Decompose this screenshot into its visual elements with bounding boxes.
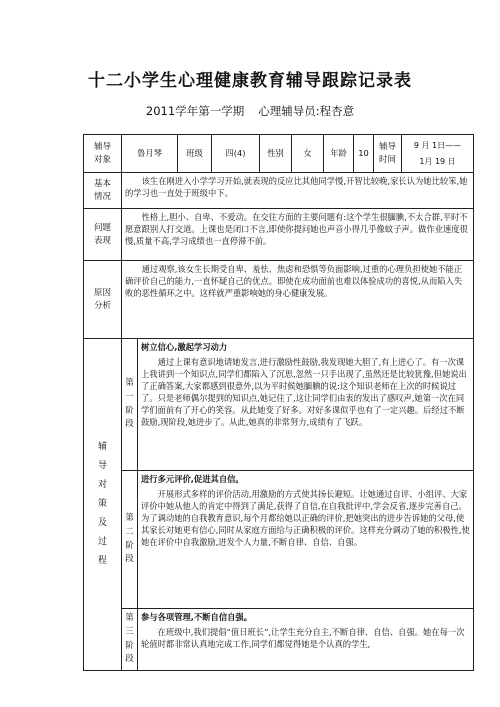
stage-3-row	[84, 609, 474, 671]
stage-label-char: 阶	[125, 640, 134, 651]
problem-label	[84, 209, 122, 261]
stage-2-label	[122, 471, 138, 609]
stage-label-char: 阶	[125, 540, 134, 551]
counselor-text: 心理辅导员:程杏意	[258, 104, 355, 118]
time-label-line1: 辅导	[378, 142, 396, 153]
problem-content	[122, 209, 474, 261]
time-value-line2: 1月 19 日	[419, 156, 456, 166]
stage-label-char: 段	[125, 654, 134, 665]
gender-label: 性别	[260, 135, 292, 173]
student-label-line1: 辅导	[93, 142, 111, 153]
stage-label-char: 阶	[125, 405, 134, 416]
stage-label-char: 段	[125, 419, 134, 430]
stage-1-content	[138, 339, 474, 471]
stage-label-char: 一	[125, 391, 134, 402]
stage-label-char: 第	[125, 513, 134, 524]
time-label-cell	[374, 135, 402, 173]
class-label: 班级	[178, 135, 212, 173]
problem-text: 性格上,胆小、自卑、不爱动。在交往方面的主要问题有:这个学生很腼腆,不太合群,平时不愿意跟别人打交道。上课也是闭口不言,即使你提问她也声音小得几乎像蚊子声。做作业速度很慢,质量不高,学习成绩也一直停滞不前。	[125, 212, 468, 247]
category-char: 程	[97, 555, 107, 566]
stage-1-title: 树立信心,激起学习动力	[141, 342, 228, 352]
problem-row	[84, 209, 474, 261]
cause-text: 通过观察,该女生长期受自卑、羞怯、焦虑和恐惧等负面影响,过重的心理负担使她不能正确评价自己的能力,一直怀疑自己的优点。即使在成功面前也难以体验成功的喜悦,从而陷入失败的恶性循环之中。这样就严重影响她的身心健康发展。	[125, 264, 463, 299]
stage-1-text: 通过上课有意识地请她发言,进行激励性鼓励,我发现她大胆了,有上进心了。有一次课上我讲到一个知识点,同学们都陷入了沉思,忽然一只手出现了,虽然还是比较犹豫,但她说出了正确答案,大家都感到很意外,以为平时候她腼腆的说:这个知识老师在上次的时候说过了。只是老师偶尔提到的知识点,她记住了,这让同学们由衷的发出了感叹声,她第一次在同学们面前有了开心的笑容。从此她变了好多。对好多课似乎也有了一定兴趣。后经过不断鼓励,现阶段,她进步了。从此,她真的非常努力,成绩有了飞跃。	[141, 357, 467, 428]
stage-1-row	[84, 339, 474, 471]
basic-content	[122, 173, 474, 209]
cause-content	[122, 261, 474, 339]
category-char: 策	[97, 499, 107, 510]
cause-label-line1: 原因	[93, 288, 111, 299]
stage-3-title: 参与各项管理,不断自信自强。	[141, 612, 253, 622]
basic-label-line2: 情况	[93, 191, 111, 202]
stage-3-label	[122, 609, 138, 671]
basic-label-line1: 基本	[93, 179, 111, 190]
stage-label-char: 第	[125, 613, 134, 624]
gender-value: 女	[292, 135, 324, 173]
student-label-cell	[84, 135, 122, 173]
stage-label-char: 二	[125, 526, 134, 537]
cause-label-line2: 分析	[93, 300, 111, 311]
category-char: 辅	[97, 442, 107, 453]
category-char: 对	[97, 480, 107, 491]
age-value: 10	[354, 135, 374, 173]
stage-label-char: 第	[125, 378, 134, 389]
stage-3-content	[138, 609, 474, 671]
stage-3-text: 在班级中,我们提倡“值日班长”,让学生充分自主,不断自律、自信、自强。她在每一次轮值时都非常认真地完成工作,同学们都觉得她是个认真的学生,	[141, 627, 465, 650]
stage-2-text: 开展形式多样的评价活动,用激励的方式使其扬长避短。让她通过自评、小组评、大家评价中她从他人的肯定中得到了满足,获得了自信,在自我批评中,学会反省,逐步完善自己。为了调动她的自我教育意识,每个月都给她以正确的评价,把她突出的进步告诉她的父母,使其家长对她更有信心,同时从家庭方面给与正确积极的评价。这样充分调动了她的积极性,使她在评价中自我激励,进发个人力量,不断自律、自信、自强。	[141, 489, 470, 548]
record-table	[83, 134, 474, 671]
student-label-line2: 对象	[93, 154, 111, 165]
cause-label	[84, 261, 122, 339]
stage-label-char: 三	[125, 626, 134, 637]
basic-row	[84, 173, 474, 209]
term-text: 2011学年第一学期	[145, 104, 245, 118]
stage-1-label	[122, 339, 138, 471]
problem-label-line1: 问题	[93, 223, 111, 234]
stage-label-char: 段	[125, 554, 134, 565]
cause-row	[84, 261, 474, 339]
header-row	[84, 135, 474, 173]
time-value-line1: 9 月 1日——	[413, 141, 462, 151]
stage-2-title: 进行多元评价,促进其自信。	[141, 474, 244, 484]
stage-2-row	[84, 471, 474, 609]
page-title: 十二小学生心理健康教育辅导跟踪记录表	[88, 71, 412, 91]
category-char: 导	[97, 461, 107, 472]
basic-label	[84, 173, 122, 209]
category-char: 及	[97, 517, 107, 528]
basic-text: 该生在刚进入小学学习开始,就表现的反应比其他同学慢,开智比较晚,家长认为她比较笨,她的学习也一直处于班级中下。	[125, 176, 468, 199]
stage-2-content	[138, 471, 474, 609]
age-label: 年龄	[324, 135, 354, 173]
process-category-label	[84, 339, 122, 671]
time-label-line2: 时间	[378, 154, 396, 165]
page-subtitle	[0, 103, 500, 119]
student-name: 鲁月琴	[122, 135, 178, 173]
class-value: 四(4)	[212, 135, 260, 173]
time-value-cell	[402, 135, 474, 173]
category-char: 过	[97, 536, 107, 547]
problem-label-line2: 表现	[93, 235, 111, 246]
